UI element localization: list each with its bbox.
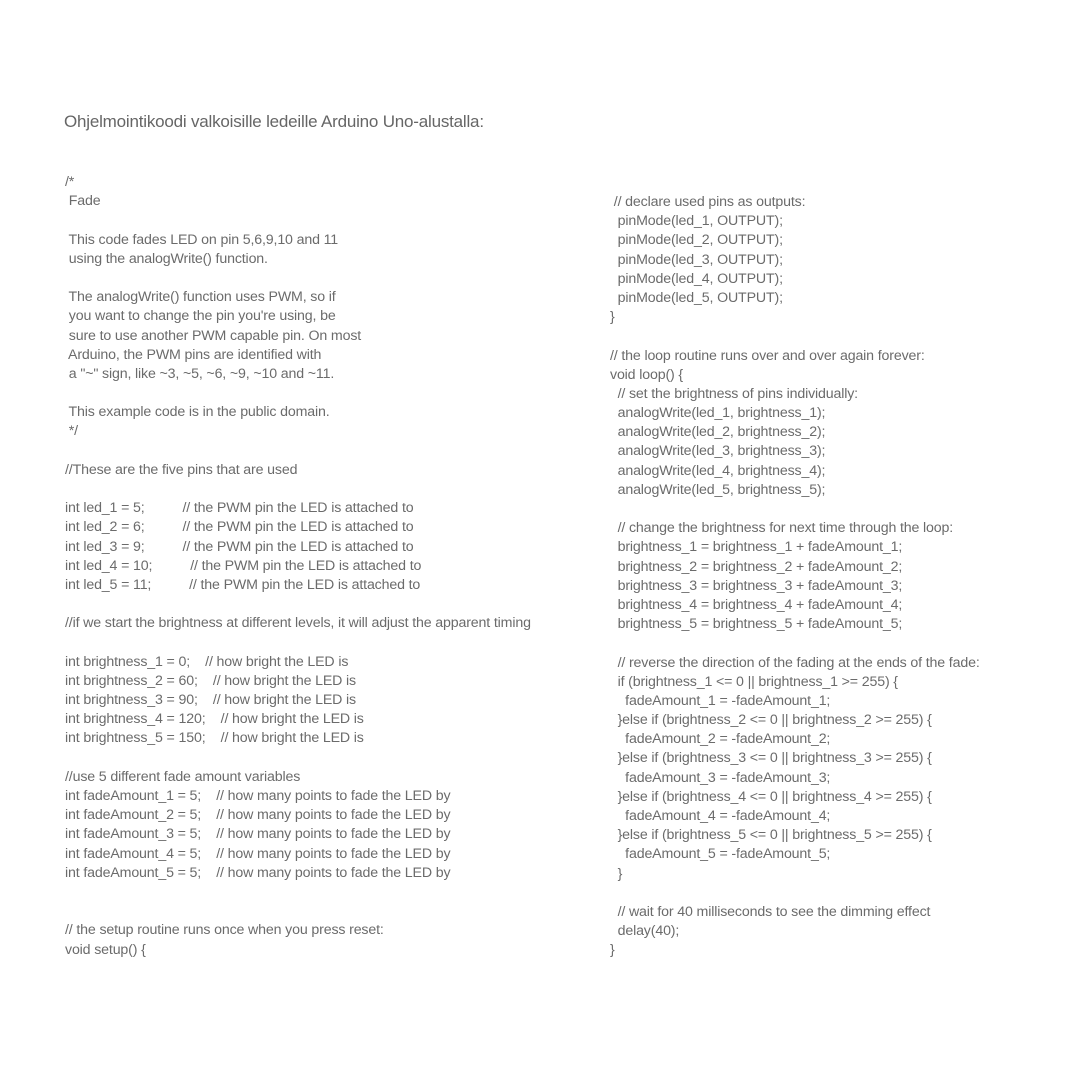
code-line: // the setup routine runs once when you press reset:	[65, 922, 384, 939]
code-line: //use 5 different fade amount variables	[65, 768, 301, 785]
code-line: void setup() {	[65, 941, 146, 958]
code-line: int led_1 = 5; // the PWM pin the LED is attached to	[65, 500, 414, 517]
code-line: }	[610, 865, 623, 882]
code-line: int brightness_3 = 90; // how bright the LED is	[65, 692, 356, 709]
code-line: if (brightness_1 <= 0 || brightness_1 >= 255) {	[610, 673, 898, 690]
code-line: int led_4 = 10; // the PWM pin the LED is attached to	[65, 557, 422, 574]
code-line: /*	[65, 174, 75, 190]
code-line	[610, 327, 1060, 346]
code-line: int brightness_4 = 120; // how bright the LED is	[65, 711, 364, 728]
code-line: fadeAmount_3 = -fadeAmount_3;	[610, 769, 831, 786]
code-line: // set the brightness of pins individually:	[610, 385, 858, 402]
code-line: fadeAmount_5 = -fadeAmount_5;	[610, 846, 831, 863]
code-line: sure to use another PWM capable pin. On most	[65, 327, 362, 344]
code-line: analogWrite(led_4, brightness_4);	[610, 462, 826, 479]
code-line: void loop() {	[610, 366, 683, 383]
code-line	[65, 883, 595, 902]
code-line: //if we start the brightness at different levels, it will adjust the apparent timing	[65, 615, 531, 632]
code-line: }	[610, 309, 615, 326]
code-line: */	[65, 423, 78, 440]
code-line	[65, 269, 595, 288]
code-line: // wait for 40 milliseconds to see the dimming effect	[610, 903, 931, 920]
code-line: pinMode(led_4, OUTPUT);	[610, 270, 783, 287]
code-line: pinMode(led_1, OUTPUT);	[610, 213, 783, 230]
code-line: fadeAmount_4 = -fadeAmount_4;	[610, 808, 831, 824]
code-line	[65, 902, 595, 921]
code-line: int led_5 = 11; // the PWM pin the LED is attached to	[65, 576, 421, 593]
code-line: This example code is in the public domain.	[65, 404, 330, 421]
code-line: int fadeAmount_1 = 5; // how many points to fade the LED by	[65, 788, 451, 804]
code-line: int fadeAmount_3 = 5; // how many points to fade the LED by	[65, 826, 451, 843]
code-line: fadeAmount_1 = -fadeAmount_1;	[610, 692, 831, 709]
code-line	[610, 500, 1060, 519]
code-line: }else if (brightness_2 <= 0 || brightness_2 >= 255) {	[610, 712, 932, 729]
code-line: The analogWrite() function uses PWM, so if	[65, 289, 336, 306]
code-line	[610, 634, 1060, 653]
code-line: fadeAmount_2 = -fadeAmount_2;	[610, 731, 831, 748]
code-line: a "~" sign, like ~3, ~5, ~6, ~9, ~10 and ~11.	[65, 365, 335, 382]
code-line: int brightness_2 = 60; // how bright the LED is	[65, 672, 356, 689]
code-line: analogWrite(led_3, brightness_3);	[610, 443, 826, 460]
page-title: Ohjelmointikoodi valkoisille ledeille Arduino Uno-alustalla:	[64, 112, 484, 131]
code-line: //These are the five pins that are used	[65, 461, 298, 478]
code-line	[65, 595, 595, 614]
code-line: int led_2 = 6; // the PWM pin the LED is attached to	[65, 519, 414, 536]
code-line: // change the brightness for next time through the loop:	[610, 520, 954, 537]
code-line: }	[610, 942, 615, 959]
code-line: pinMode(led_5, OUTPUT);	[610, 289, 783, 306]
code-line: delay(40);	[610, 923, 680, 940]
code-column-right	[610, 193, 1060, 961]
code-line: }else if (brightness_3 <= 0 || brightness_3 >= 255) {	[610, 750, 932, 767]
code-line	[65, 211, 595, 230]
code-line: int brightness_1 = 0; // how bright the LED is	[65, 653, 349, 670]
code-line: brightness_5 = brightness_5 + fadeAmount_5;	[610, 616, 903, 633]
code-line	[65, 749, 595, 768]
code-line	[65, 384, 595, 403]
code-line: int fadeAmount_4 = 5; // how many points to fade the LED by	[65, 845, 451, 862]
code-line: }else if (brightness_4 <= 0 || brightness_4 >= 255) {	[610, 788, 932, 805]
code-line	[65, 442, 595, 461]
code-line: pinMode(led_2, OUTPUT);	[610, 232, 783, 249]
code-line: analogWrite(led_2, brightness_2);	[610, 424, 826, 441]
code-line: // the loop routine runs over and over again forever:	[610, 347, 925, 364]
code-line: int led_3 = 9; // the PWM pin the LED is attached to	[65, 538, 414, 555]
code-column-left	[65, 173, 595, 960]
code-line: using the analogWrite() function.	[65, 250, 268, 267]
code-line: int fadeAmount_5 = 5; // how many points to fade the LED by	[65, 864, 451, 881]
code-line: Arduino, the PWM pins are identified with	[65, 346, 322, 363]
code-line: int brightness_5 = 150; // how bright the LED is	[65, 730, 364, 747]
code-line	[65, 480, 595, 499]
code-line: brightness_2 = brightness_2 + fadeAmount_2;	[610, 558, 903, 575]
code-line: // declare used pins as outputs:	[610, 194, 806, 210]
code-line: // reverse the direction of the fading at the ends of the fade:	[610, 654, 980, 671]
code-line	[610, 884, 1060, 903]
code-line: you want to change the pin you're using, be	[65, 308, 336, 325]
code-line: Fade	[65, 193, 101, 210]
code-line: brightness_4 = brightness_4 + fadeAmount_4;	[610, 596, 903, 613]
code-line: analogWrite(led_5, brightness_5);	[610, 481, 826, 498]
code-line: int fadeAmount_2 = 5; // how many points to fade the LED by	[65, 807, 451, 824]
code-line: brightness_1 = brightness_1 + fadeAmount_1;	[610, 539, 903, 556]
code-line: pinMode(led_3, OUTPUT);	[610, 251, 783, 268]
code-line: brightness_3 = brightness_3 + fadeAmount_3;	[610, 577, 903, 594]
code-line	[65, 634, 595, 653]
code-line: }else if (brightness_5 <= 0 || brightness_5 >= 255) {	[610, 827, 932, 844]
code-line: analogWrite(led_1, brightness_1);	[610, 405, 826, 422]
code-line: This code fades LED on pin 5,6,9,10 and 11	[65, 231, 339, 248]
